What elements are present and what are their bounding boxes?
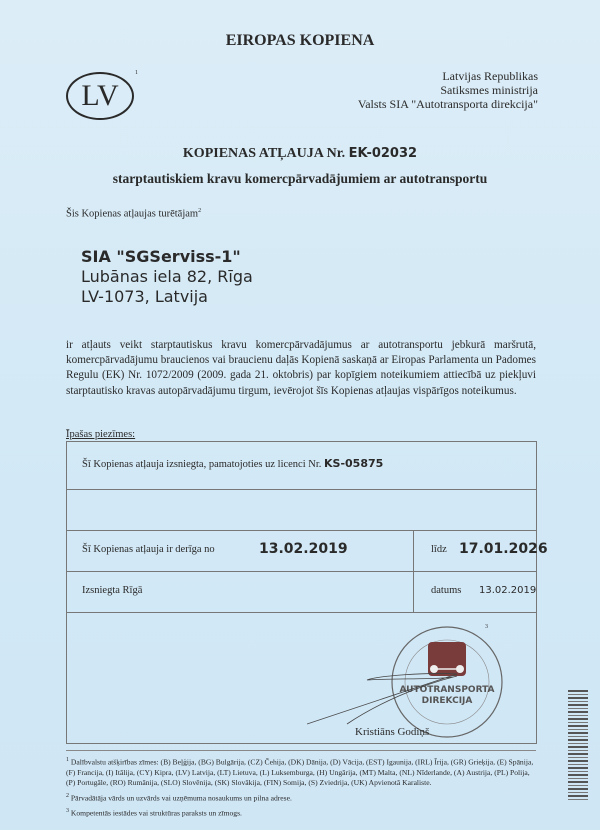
stamp-text: DIREKCIJA bbox=[421, 696, 473, 706]
valid-to-label: līdz bbox=[431, 544, 447, 555]
authority-line: Latvijas Republikas bbox=[442, 69, 538, 83]
stamp-and-signature bbox=[307, 614, 536, 742]
footnote-marker: 3 bbox=[485, 624, 488, 630]
country-code-oval: LV bbox=[66, 72, 134, 120]
issued-date-label: datums bbox=[431, 585, 462, 596]
signatory-name: Kristiāns Godiņš bbox=[355, 726, 430, 738]
authority-line: Satiksmes ministrija bbox=[440, 83, 538, 97]
footnote-marker: 2 bbox=[198, 208, 202, 214]
license-text: Šī Kopienas atļauja izsniegta, pamatojoties uz licenci Nr. bbox=[82, 459, 322, 470]
footnote-marker: 1 bbox=[135, 70, 138, 76]
valid-from-date: 13.02.2019 bbox=[259, 541, 348, 557]
permit-details-box bbox=[66, 441, 548, 744]
holder-address: Lubānas iela 82, Rīga bbox=[81, 267, 253, 286]
holder-details bbox=[81, 247, 253, 307]
issued-row bbox=[67, 572, 536, 613]
holder-label bbox=[66, 208, 201, 220]
footnote: $^1$ Dalībvalstu atšķirības zīmes: (B) Beļģija, (BG) Bulgārija, (CZ) Čehija, (DK) Dānija, (D) Vācija, (EST) Igaunija, (IRL) Īrija, (GR) Grieķija, (E) Spānija, (F) Francija, (I) Itālija, (CY) Kipra, (LV) Latvija, (LT) Lietuva, (L) Luksemburga, (H) Ungārija, (MT) Malta, (NL) Nīderlande, (A) Austrija, (PL) Polija, (P) Portugāle, (RO) Rumānija, (SLO) Slovēnija, (SK) Slovākija, (FIN) Somija, (S) Zviedrija, (UK) Apvienotā Karaliste. bbox=[66, 757, 534, 787]
authority-line: Valsts SIA "Autotransporta direkcija" bbox=[357, 97, 538, 111]
validity-row bbox=[67, 531, 548, 572]
holder-name: SIA "SGServiss-1" bbox=[81, 247, 241, 266]
footnote: $^3$ Kompetentās iestādes vai struktūras paraksts un zīmogs. bbox=[66, 808, 242, 818]
document-heading: EIROPAS KOPIENA bbox=[225, 32, 375, 49]
permit-subtitle: starptautiskiem kravu komercpārvadājumiem ar autotransportu bbox=[112, 171, 488, 186]
validity-label: Šī Kopienas atļauja ir derīga no bbox=[82, 544, 215, 555]
valid-to-date: 17.01.2026 bbox=[459, 541, 548, 557]
license-number: KS-05875 bbox=[324, 457, 384, 470]
permit-body-text: ir atļauts veikt starptautiskus kravu komercpārvadājumus ar autotransportu jebkurā maršrutā, komercpārvadājumu braucienos vai braucienu daļās Kopienā saskaņā ar Eiropas Parlamenta un Padomes Regulu (EK) Nr. 1072/2009 (2009. gada 21. oktobris) par kopīgiem noteikumiem attiecībā uz piekļuvi starptautisko kravas autopārvadājumu tirgum, ievērojot šīs Kopienas atļaujas vispārīgos noteikumus. bbox=[66, 339, 536, 397]
footnotes bbox=[66, 750, 536, 822]
stamp-text: AUTOTRANSPORTA bbox=[399, 685, 495, 695]
holder-postcode: LV-1073, Latvija bbox=[81, 287, 208, 306]
issuing-authority bbox=[358, 69, 538, 111]
issued-date: 13.02.2019 bbox=[479, 585, 537, 596]
special-notes-label: Īpašas piezīmes: bbox=[66, 429, 136, 440]
footnote: $^2$ Pārvadātāja vārds un uzvārds vai uzņēmuma nosaukums un pilna adrese. bbox=[66, 792, 292, 803]
issued-place: Izsniegta Rīgā bbox=[82, 585, 143, 596]
blank-notes-row bbox=[67, 490, 536, 531]
permit-number: EK-02032 bbox=[348, 146, 418, 161]
barcode bbox=[568, 690, 588, 800]
permit-title-prefix: KOPIENAS ATĻAUJA Nr. bbox=[182, 146, 346, 161]
license-row bbox=[67, 442, 536, 490]
holder-label-text: Šis Kopienas atļaujas turētājam bbox=[66, 208, 199, 220]
permit-title bbox=[0, 146, 600, 162]
